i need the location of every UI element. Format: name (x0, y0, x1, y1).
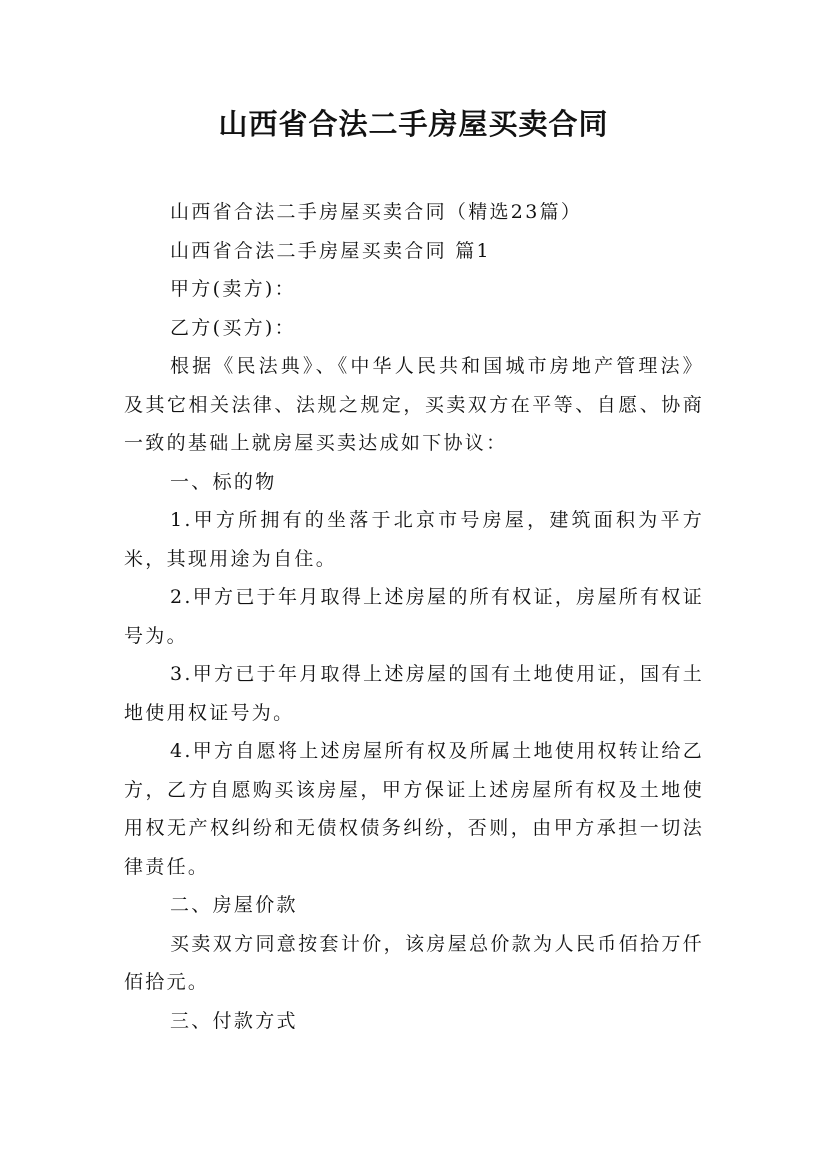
paragraph-clause-1: 1.甲方所拥有的坐落于北京市号房屋，建筑面积为平方米，其现用途为自住。 (124, 509, 704, 570)
paragraph-section-heading: 山西省合法二手房屋买卖合同 篇1 (170, 239, 491, 262)
paragraph-subtitle: 山西省合法二手房屋买卖合同（精选23篇） (170, 201, 583, 223)
paragraph-party-a: 甲方(卖方)： (170, 278, 296, 300)
paragraph-price: 买卖双方同意按套计价，该房屋总价款为人民币佰拾万仟佰拾元。 (124, 932, 704, 993)
paragraph-heading-payment: 三、付款方式 (170, 1009, 298, 1032)
paragraph-clause-3: 3.甲方已于年月取得上述房屋的国有土地使用证，国有土地使用权证号为。 (124, 663, 704, 724)
paragraph-clause-4: 4.甲方自愿将上述房屋所有权及所属土地使用权转让给乙方，乙方自愿购买该房屋，甲方保证上述房屋所有权及土地使用权无产权纠纷和无债权债务纠纷，否则，由甲方承担一切法律责任。 (124, 740, 704, 878)
document-body (124, 193, 704, 1040)
paragraph-heading-price: 二、房屋价款 (170, 894, 298, 916)
paragraph-preamble: 根据《民法典》、《中华人民共和国城市房地产管理法》及其它相关法律、法规之规定，买卖双方在平等、自愿、协商一致的基础上就房屋买卖达成如下协议： (124, 355, 704, 454)
paragraph-heading-subject: 一、标的物 (170, 470, 277, 493)
document-title: 山西省合法二手房屋买卖合同 (218, 107, 609, 141)
paragraph-party-b: 乙方(买方)： (170, 316, 296, 339)
paragraph-clause-2: 2.甲方已于年月取得上述房屋的所有权证，房屋所有权证号为。 (124, 586, 704, 647)
